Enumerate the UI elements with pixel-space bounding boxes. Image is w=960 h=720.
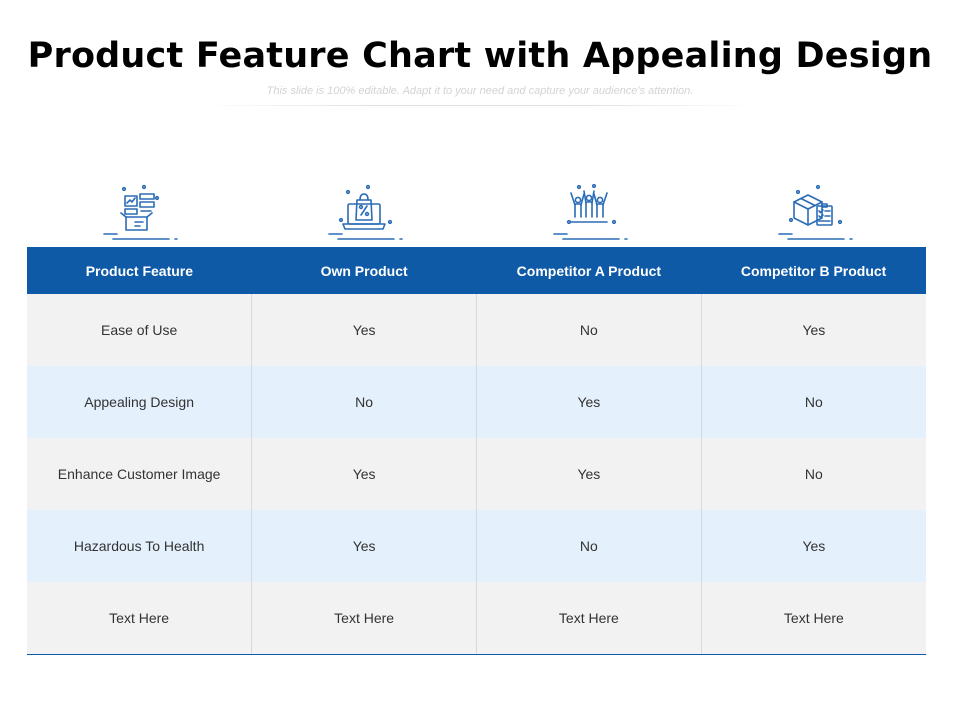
own-product-cell: No	[252, 366, 477, 438]
page-title: Product Feature Chart with Appealing Design	[27, 36, 933, 76]
competitor-a-cell: Yes	[477, 438, 702, 510]
table-row	[27, 582, 926, 655]
analytics-board-icon	[99, 182, 179, 242]
competitor-a-cell: Text Here	[477, 582, 702, 655]
own-product-cell: Yes	[252, 438, 477, 510]
feature-cell: Hazardous To Health	[27, 510, 252, 582]
icon-cell-own-product	[252, 182, 477, 246]
competitor-b-cell: No	[701, 366, 926, 438]
page-subtitle: This slide is 100% editable. Adapt it to your need and capture your audience's attention.	[266, 85, 694, 97]
competitor-a-cell: No	[477, 294, 702, 366]
icon-cell-competitor-a	[477, 182, 702, 246]
table-row	[27, 366, 926, 438]
header-own-product: Own Product	[252, 247, 477, 294]
feature-cell: Appealing Design	[27, 366, 252, 438]
feature-comparison-table	[27, 247, 926, 655]
package-checklist-icon	[774, 182, 854, 242]
feature-cell: Text Here	[27, 582, 252, 655]
icon-cell-product-feature	[27, 182, 252, 246]
shopping-laptop-icon	[324, 182, 404, 242]
feature-cell: Enhance Customer Image	[27, 438, 252, 510]
own-product-cell: Yes	[252, 510, 477, 582]
column-icons-row	[27, 182, 926, 246]
competitor-a-cell: No	[477, 510, 702, 582]
header-competitor-b-product: Competitor B Product	[701, 247, 926, 294]
header-product-feature: Product Feature	[27, 247, 252, 294]
table-header-row	[27, 247, 926, 294]
competitor-a-cell: Yes	[477, 366, 702, 438]
header-competitor-a-product: Competitor A Product	[477, 247, 702, 294]
table-row	[27, 438, 926, 510]
own-product-cell: Yes	[252, 294, 477, 366]
table-row	[27, 294, 926, 366]
own-product-cell: Text Here	[252, 582, 477, 655]
subtitle-divider	[200, 105, 760, 106]
competitor-b-cell: No	[701, 438, 926, 510]
competitor-b-cell: Yes	[701, 510, 926, 582]
table-row	[27, 510, 926, 582]
competitor-b-cell: Text Here	[701, 582, 926, 655]
team-celebration-icon	[549, 182, 629, 242]
feature-cell: Ease of Use	[27, 294, 252, 366]
competitor-b-cell: Yes	[701, 294, 926, 366]
icon-cell-competitor-b	[701, 182, 926, 246]
